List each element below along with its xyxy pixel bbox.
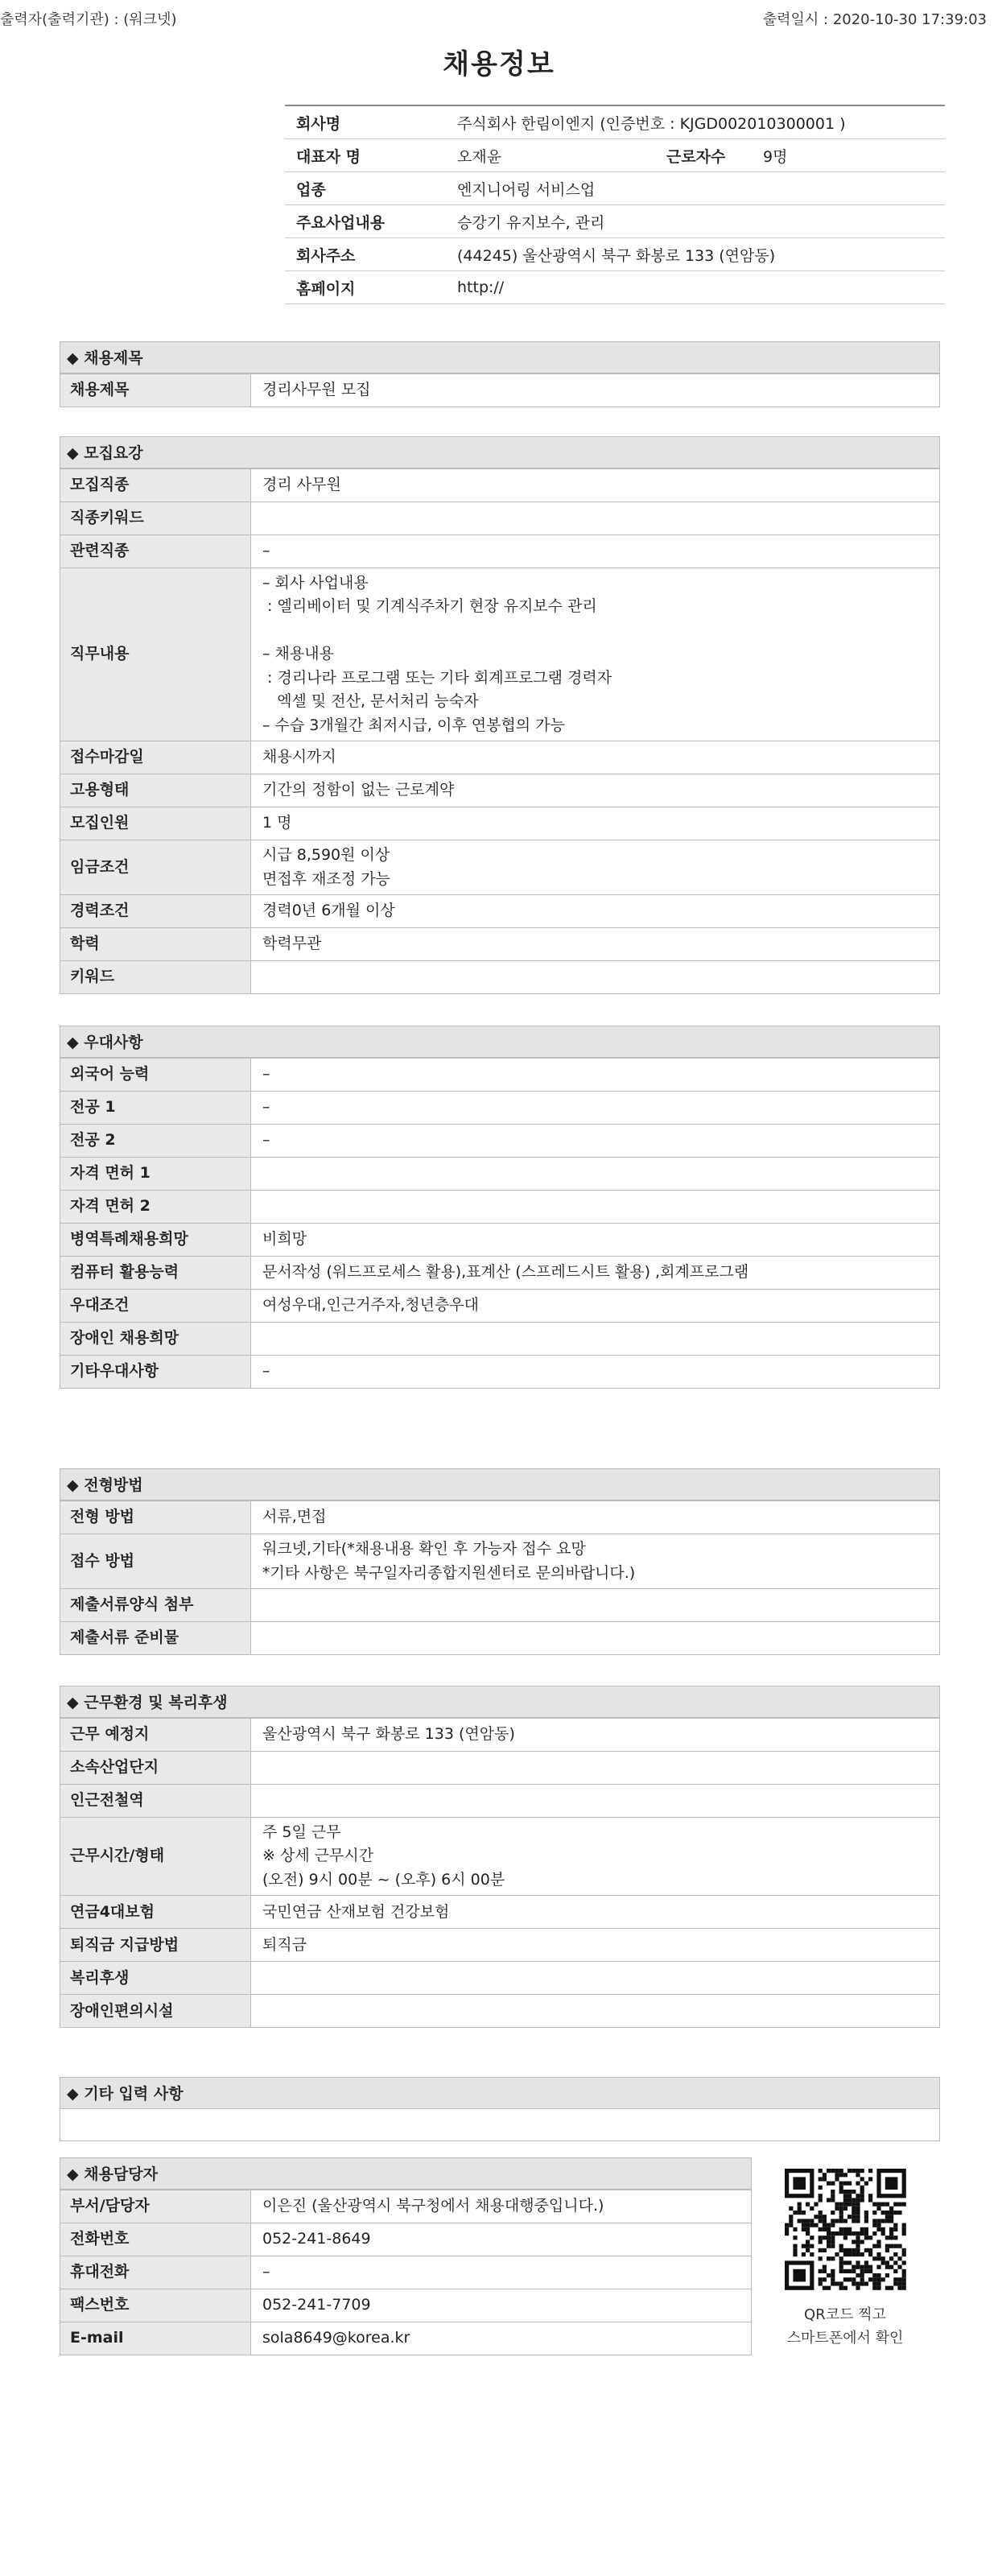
- section-heading: ◆ 기타 입력 사항: [60, 2077, 940, 2109]
- row-label: 제출서류 준비물: [60, 1622, 251, 1655]
- section-heading: ◆ 모집요강: [60, 436, 940, 469]
- row-value: 경리사무원 모집: [251, 374, 940, 407]
- row-label: 학력: [60, 928, 251, 961]
- row-value: –: [251, 1125, 940, 1158]
- row-label: 직종키워드: [60, 502, 251, 535]
- table-row: [60, 2289, 752, 2322]
- row-label: 소속산업단지: [60, 1752, 251, 1785]
- homepage-label: 홈페이지: [285, 271, 457, 304]
- table-row: [60, 1158, 940, 1191]
- row-value: [251, 1962, 940, 1995]
- table-row: [60, 1719, 940, 1752]
- top-bar: [0, 0, 998, 37]
- workers-value: 9명: [763, 139, 945, 172]
- table-row: [60, 1059, 940, 1092]
- ceo-label: 대표자 명: [285, 139, 457, 172]
- row-label: 복리후생: [60, 1962, 251, 1995]
- table-row: [60, 1995, 940, 2028]
- table-row: [60, 1896, 940, 1929]
- row-value: [251, 1589, 940, 1622]
- row-label: 우대조건: [60, 1290, 251, 1323]
- row-value: 시급 8,590원 이상 면접후 재조정 가능: [251, 840, 940, 895]
- row-value: 주 5일 근무 ※ 상세 근무시간 (오전) 9시 00분 ~ (오후) 6시 00분: [251, 1818, 940, 1896]
- row-value: [251, 961, 940, 994]
- output-date: 출력일시 : 2020-10-30 17:39:03: [762, 11, 987, 28]
- table-row: [60, 1191, 940, 1224]
- row-label: 장애인편의시설: [60, 1995, 251, 2028]
- row-label: 자격 면허 2: [60, 1191, 251, 1224]
- row-label: 외국어 능력: [60, 1059, 251, 1092]
- table-row: [60, 374, 940, 407]
- table-row: [60, 535, 940, 568]
- table-row: [60, 928, 940, 961]
- row-label: E-mail: [60, 2322, 251, 2355]
- section-environment: [60, 1686, 940, 2028]
- table-row: [60, 1962, 940, 1995]
- row-value: 비희망: [251, 1224, 940, 1257]
- table-row: [60, 1224, 940, 1257]
- table-row: [60, 1356, 940, 1389]
- ceo-value: 오재윤: [457, 139, 666, 172]
- table-row: [60, 1622, 940, 1655]
- row-label: 접수마감일: [60, 741, 251, 774]
- row-value: –: [251, 1356, 940, 1389]
- section-heading: ◆ 전형방법: [60, 1468, 940, 1501]
- row-label: 기타우대사항: [60, 1356, 251, 1389]
- row-value: 채용시까지: [251, 741, 940, 774]
- row-label: 키워드: [60, 961, 251, 994]
- row-value: 서류,면접: [251, 1501, 940, 1534]
- address-value: (44245) 울산광역시 북구 화봉로 133 (연암동): [457, 238, 945, 271]
- table-row: [60, 741, 940, 774]
- row-value: 학력무관: [251, 928, 940, 961]
- section-preference: [60, 1026, 940, 1389]
- table-row: [60, 1785, 940, 1818]
- row-label: 인근전철역: [60, 1785, 251, 1818]
- row-label: 모집직종: [60, 469, 251, 502]
- row-label: 임금조건: [60, 840, 251, 895]
- business-label: 주요사업내용: [285, 205, 457, 238]
- row-label: 전형 방법: [60, 1501, 251, 1534]
- row-value: 울산광역시 북구 화봉로 133 (연암동): [251, 1719, 940, 1752]
- table-row: [60, 807, 940, 840]
- industry-value: 엔지니어링 서비스업: [457, 172, 945, 205]
- section-heading: ◆ 근무환경 및 복리후생: [60, 1686, 940, 1718]
- row-value[interactable]: sola8649@korea.kr: [251, 2322, 752, 2355]
- row-value: [251, 1323, 940, 1356]
- homepage-link[interactable]: http://: [457, 271, 945, 304]
- page-title: 채용정보: [443, 48, 555, 80]
- row-label: 전공 1: [60, 1092, 251, 1125]
- row-value: 052-241-7709: [251, 2289, 752, 2322]
- table-row: [60, 1534, 940, 1589]
- table-row: [60, 1501, 940, 1534]
- address-label: 회사주소: [285, 238, 457, 271]
- table-row: [60, 1589, 940, 1622]
- row-label: 관련직종: [60, 535, 251, 568]
- row-label: 근무시간/형태: [60, 1818, 251, 1896]
- table-row: [60, 1125, 940, 1158]
- row-value: 문서작성 (워드프로세스 활용),표계산 (스프레드시트 활용) ,회계프로그램: [251, 1257, 940, 1290]
- row-value: 이은진 (울산광역시 북구청에서 채용대행중입니다.): [251, 2190, 752, 2223]
- section-rows: [60, 1059, 940, 1389]
- table-row: [60, 2256, 752, 2289]
- row-value: [251, 1995, 940, 2028]
- table-row: [60, 774, 940, 807]
- section-rows: [60, 469, 940, 994]
- section-contact: [60, 2157, 752, 2355]
- table-row: [60, 469, 940, 502]
- section-rows: [60, 374, 940, 407]
- row-label: 연금4대보험: [60, 1896, 251, 1929]
- table-row: [60, 1818, 940, 1896]
- section-selection: [60, 1468, 940, 1655]
- row-value: –: [251, 1092, 940, 1125]
- table-row: [60, 1092, 940, 1125]
- row-label: 모집인원: [60, 807, 251, 840]
- table-row: [60, 2190, 752, 2223]
- table-row: [60, 895, 940, 928]
- row-label: 접수 방법: [60, 1534, 251, 1589]
- section-rows: [60, 1719, 940, 2028]
- section-rows: [60, 1501, 940, 1655]
- table-row: [60, 1290, 940, 1323]
- row-value: [251, 1191, 940, 1224]
- row-label: 전화번호: [60, 2223, 251, 2256]
- table-row: [60, 961, 940, 994]
- section-job-title: [60, 341, 940, 407]
- row-label: 병역특례채용희망: [60, 1224, 251, 1257]
- row-label: 고용형태: [60, 774, 251, 807]
- row-label: 휴대전화: [60, 2256, 251, 2289]
- row-label: 컴퓨터 활용능력: [60, 1257, 251, 1290]
- row-value: 여성우대,인근거주자,청년층우대: [251, 1290, 940, 1323]
- business-value: 승강기 유지보수, 관리: [457, 205, 945, 238]
- row-label: 근무 예정지: [60, 1719, 251, 1752]
- row-value: 기간의 정함이 없는 근로계약: [251, 774, 940, 807]
- table-row: [60, 568, 940, 741]
- row-value: 퇴직금: [251, 1929, 940, 1962]
- row-label: 제출서류양식 첨부: [60, 1589, 251, 1622]
- row-value: [251, 1158, 940, 1191]
- row-value: 052-241-8649: [251, 2223, 752, 2256]
- row-label: 전공 2: [60, 1125, 251, 1158]
- output-org: 출력자(출력기관) : (워크넷): [0, 11, 177, 28]
- row-label: 부서/담당자: [60, 2190, 251, 2223]
- row-value: – 회사 사업내용 : 엘리베이터 및 기계식주차기 현장 유지보수 관리 – 채용내용 : 경리나라 프로그램 또는 기타 회계프로그램 경력자 엑셀 및 전산, 문서처리 능숙자 – 수습 3개월간 최저시급, 이후 연봉협의 가능: [251, 568, 940, 741]
- row-value: 1 명: [251, 807, 940, 840]
- table-row: [60, 502, 940, 535]
- industry-label: 업종: [285, 172, 457, 205]
- row-label: 퇴직금 지급방법: [60, 1929, 251, 1962]
- qr-caption: [755, 2304, 935, 2351]
- section-other: [60, 2077, 940, 2141]
- row-value: [251, 502, 940, 535]
- section-heading: ◆ 우대사항: [60, 1026, 940, 1058]
- section-rows: [60, 2190, 752, 2355]
- row-label: 팩스번호: [60, 2289, 251, 2322]
- row-value: –: [251, 1059, 940, 1092]
- table-row: [60, 1323, 940, 1356]
- row-value: 경리 사무원: [251, 469, 940, 502]
- qr-caption-1: QR코드 찍고: [804, 2306, 886, 2323]
- section-recruit: [60, 436, 940, 994]
- table-row: [60, 1929, 940, 1962]
- workers-label: 근로자수: [666, 139, 763, 172]
- row-value: –: [251, 535, 940, 568]
- qr-code-icon: [771, 2165, 919, 2294]
- row-value: 워크넷,기타(*채용내용 확인 후 가능자 접수 요망 *기타 사항은 북구일자리종합지원센터로 문의바랍니다.): [251, 1534, 940, 1589]
- section-heading: ◆ 채용담당자: [60, 2157, 752, 2190]
- row-value: 경력0년 6개월 이상: [251, 895, 940, 928]
- table-row: [60, 1752, 940, 1785]
- qr-caption-2: 스마트폰에서 확인: [786, 2329, 904, 2347]
- table-row: [60, 840, 940, 895]
- row-label: 경력조건: [60, 895, 251, 928]
- row-value: [251, 1785, 940, 1818]
- section-heading: ◆ 채용제목: [60, 341, 940, 374]
- company-name: 주식회사 한림이엔지 (인증번호 : KJGD002010300001 ): [457, 105, 945, 139]
- row-label: 직무내용: [60, 568, 251, 741]
- row-label: 장애인 채용희망: [60, 1323, 251, 1356]
- table-row: [60, 2322, 752, 2355]
- row-value: [251, 1622, 940, 1655]
- other-content: [60, 2109, 940, 2141]
- company-info-table: [285, 105, 945, 304]
- table-row: [60, 1257, 940, 1290]
- row-value: –: [251, 2256, 752, 2289]
- row-value: 국민연금 산재보험 건강보험: [251, 1896, 940, 1929]
- table-row: [60, 2223, 752, 2256]
- row-label: 채용제목: [60, 374, 251, 407]
- company-name-label: 회사명: [285, 105, 457, 139]
- row-label: 자격 면허 1: [60, 1158, 251, 1191]
- row-value: [251, 1752, 940, 1785]
